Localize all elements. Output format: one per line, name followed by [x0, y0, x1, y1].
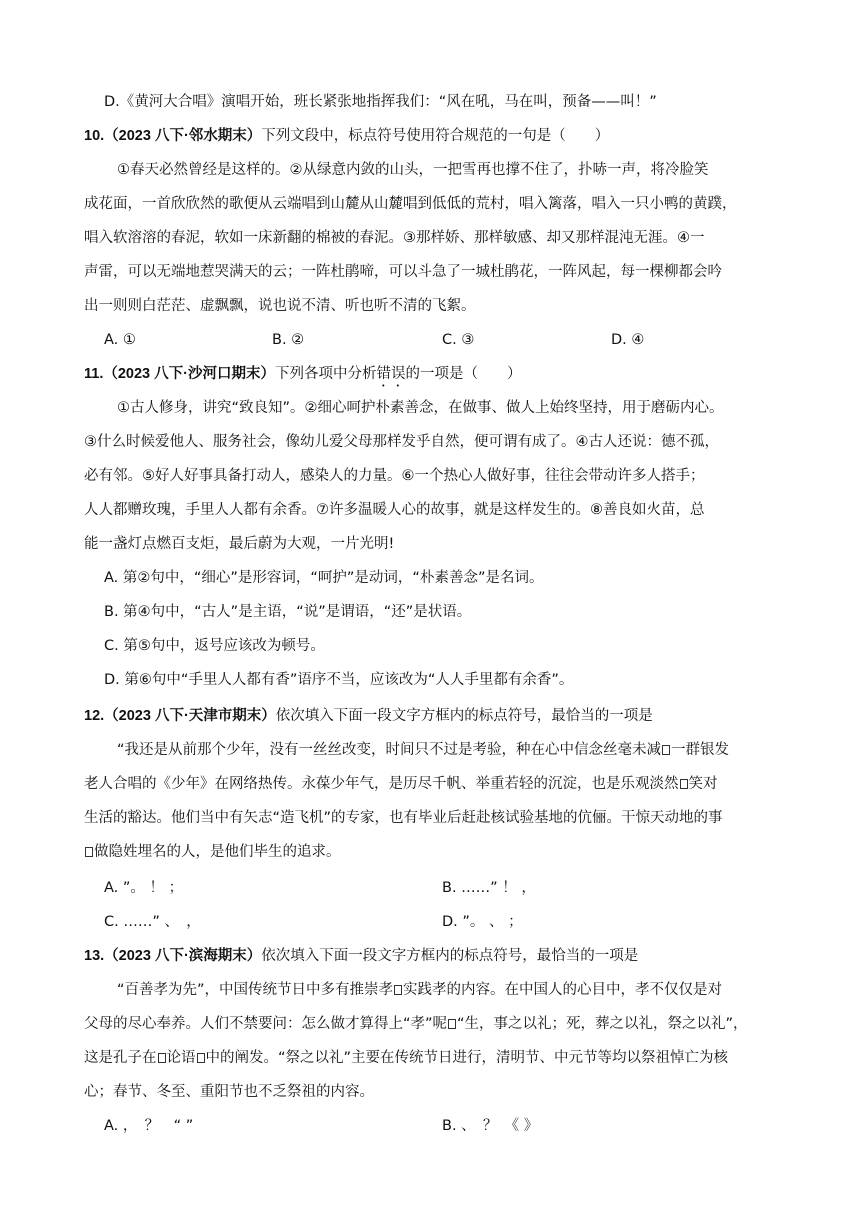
question-number: 13. [84, 948, 105, 964]
blank-box [448, 1019, 456, 1029]
passage-text: 做隐姓埋名的人，是他们毕生的追求。 [94, 844, 341, 860]
q13-passage-line [117, 980, 722, 1000]
question-text: 下列各项中分析 [274, 366, 377, 382]
q10-option-a[interactable]: A. ① [104, 332, 136, 348]
question-12-stem [84, 706, 653, 726]
q13-passage-line [84, 1014, 748, 1034]
q11-passage-line: 能一盏灯点燃百支炬，最后蔚为大观，一片光明! [84, 536, 395, 552]
q13-passage-line [84, 1048, 728, 1068]
question-text: 下列文段中，标点符号使用符合规范的一句是（ ） [261, 128, 610, 144]
passage-text: 老人合唱的《少年》在网络热传。永葆少年气，是历尽千帆、举重若轻的沉淀，也是乐观淡然 [84, 776, 679, 792]
passage-text: 这是孔子在 [84, 1050, 157, 1066]
q11-passage-line: 必有邻。⑤好人好事具备打动人，感染人的力量。⑥一个热心人做好事，往往会带动许多人搭手； [84, 468, 705, 484]
q11-passage-line: 人人都赠玫瑰，手里人人都有余香。⑦许多温暖人心的故事，就是这样发生的。⑧善良如火苗，总 [84, 502, 705, 518]
passage-text: 父母的尽心奉养。人们不禁要问：怎么做才算得上“孝”呢 [84, 1016, 448, 1032]
question-source: （2023 八下·天津市期末） [104, 708, 276, 724]
q11-passage-line: ③什么时候爱他人、服务社会，像幼儿爱父母那样发乎自然，便可谓有成了。④古人还说：德不孤， [84, 434, 719, 450]
q12-passage-line [84, 774, 718, 794]
q13-passage-line: 心；春节、冬至、重阳节也不乏祭祖的内容。 [84, 1084, 374, 1100]
q12-option-a[interactable]: A. ”。 ！ ； [104, 880, 184, 896]
emphasis-word: 错误 [376, 366, 406, 382]
q13-option-a[interactable]: A. ， ？ “ ” [104, 1118, 194, 1134]
q11-option-d[interactable]: D. 第⑥句中“手里人人都有香”语序不当，应该改为“人人手里都有余香”。 [104, 672, 574, 688]
q9-option-d: D.《黄河大合唱》演唱开始，班长紧张地指挥我们：“风在吼，马在叫，预备——叫！” [104, 94, 657, 110]
blank-box [394, 985, 402, 995]
q12-option-b[interactable]: B. ……” ！ ， [442, 880, 536, 896]
passage-text: “生，事之以礼；死，葬之以礼，祭之以礼”， [457, 1016, 748, 1032]
q10-passage-line: 出一则则白茫茫、虚飘飘，说也说不清、听也听不清的飞絮。 [84, 298, 476, 314]
passage-text: “我还是从前那个少年，没有一丝丝改变，时间只不过是考验，种在心中信念丝毫未减 [117, 742, 662, 758]
blank-box [158, 1053, 166, 1063]
passage-text: 中的阐发。“祭之以礼”主要在传统节日进行，清明节、中元节等均以祭祖悼亡为核 [205, 1050, 729, 1066]
q10-option-c[interactable]: C. ③ [442, 332, 475, 348]
q11-option-c[interactable]: C. 第⑤句中，返号应该改为顿号。 [104, 638, 325, 654]
q12-passage-line: 生活的豁达。他们当中有矢志“造飞机”的专家，也有毕业后赶赴核试验基地的伉俪。干惊天动地的事 [84, 810, 723, 826]
passage-text: 实践孝的内容。在中国人的心目中，孝不仅仅是对 [403, 982, 723, 998]
q13-option-b[interactable]: B. 、 ？ 《 》 [442, 1118, 539, 1134]
passage-text: “百善孝为先”，中国传统节日中多有推崇孝 [117, 982, 394, 998]
question-source: （2023 八下·邻水期末） [104, 128, 262, 144]
blank-box [662, 745, 670, 755]
q11-passage-line: ①古人修身，讲究“致良知”。②细心呵护朴素善念，在做事、做人上始终坚持，用于磨砺内心。 [117, 400, 724, 416]
q10-passage-line: 声雷，可以无端地惹哭满天的云；一阵杜鹃啼，可以斗急了一城杜鹃花，一阵风起，每一棵柳都会吟 [84, 264, 722, 280]
question-number: 10. [84, 128, 105, 144]
q11-option-b[interactable]: B. 第④句中，“古人”是主语，“说”是谓语，“还”是状语。 [104, 604, 472, 620]
passage-text: 一群银发 [671, 742, 730, 758]
blank-box [197, 1053, 205, 1063]
q12-option-d[interactable]: D. ”。 、 ； [442, 914, 523, 930]
question-source: （2023 八下·沙河口期末） [103, 366, 275, 382]
q10-passage-line: 唱入软溶溶的春泥，软如一床新翻的棉被的春泥。③那样娇、那样敏感、却又那样混沌无涯。④一 [84, 230, 705, 246]
q11-option-a[interactable]: A. 第②句中，“细心”是形容词，“呵护”是动词，“朴素善念”是名词。 [104, 570, 544, 586]
question-13-stem [84, 946, 638, 966]
blank-box [85, 847, 93, 857]
q10-passage-line: 成花面，一首欣欣然的歌便从云端唱到山麓从山麓唱到低低的荒村，唱入篱落，唱入一只小鸭的黄蹼， [84, 196, 737, 212]
question-source: （2023 八下·滨海期末） [104, 948, 262, 964]
question-number: 11. [84, 366, 104, 382]
passage-text: 笑对 [688, 776, 718, 792]
question-number: 12. [84, 708, 105, 724]
question-10-stem [84, 126, 609, 146]
question-text: 依次填入下面一段文字方框内的标点符号，最恰当的一项是 [261, 948, 639, 964]
q12-passage-line [117, 740, 729, 760]
passage-text: 论语 [166, 1050, 196, 1066]
q10-option-d[interactable]: D. ④ [611, 332, 645, 348]
question-text: 的一项是（ ） [405, 366, 522, 382]
question-text: 依次填入下面一段文字方框内的标点符号，最恰当的一项是 [275, 708, 653, 724]
question-11-stem [84, 364, 521, 390]
blank-box [680, 779, 688, 789]
q10-passage-line: ①春天必然曾经是这样的。②从绿意内敛的山头，一把雪再也撑不住了，扑哧一声，将冷脸笑 [117, 162, 709, 178]
q10-option-b[interactable]: B. ② [272, 332, 305, 348]
q12-passage-line [84, 842, 341, 862]
q12-option-c[interactable]: C. ……” 、 ， [104, 914, 201, 930]
